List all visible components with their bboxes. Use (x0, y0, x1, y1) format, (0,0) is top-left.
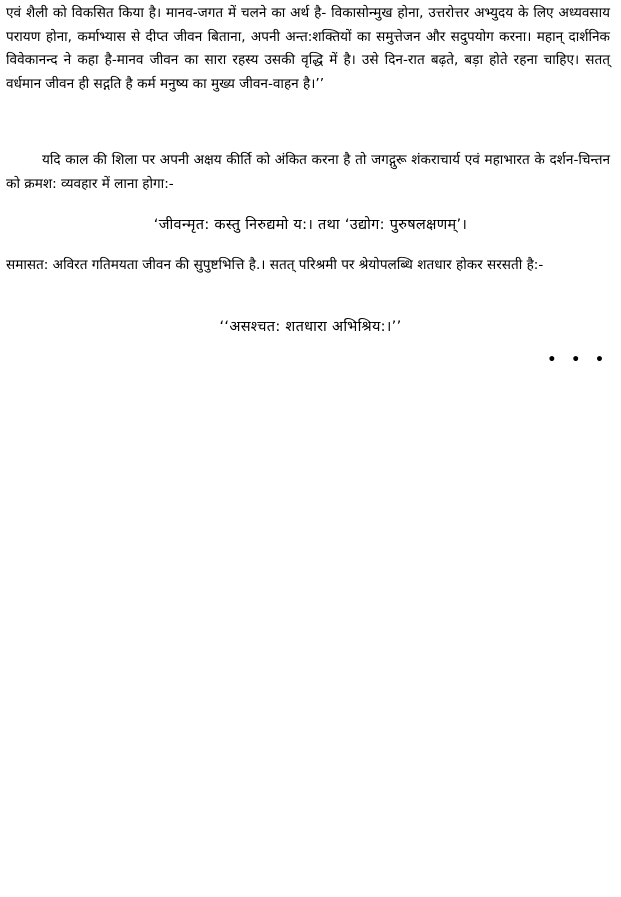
paragraph-shankaracharya: यदि काल की शिला पर अपनी अक्षय कीर्ति को अंकित करना है तो जगद्गुरू शंकराचार्य एवं महाभारत के दर्शन-चिन्तन को क्रमश: व्यवहार में लाना होगा:- (6, 152, 610, 192)
paragraph-vivekananda: एवं शैली को विकसित किया है। मानव-जगत में चलने का अर्थ है- विकासोन्मुख होना, उत्तरोत्तर अभ्युदय के लिए अध्यवसाय परायण होना, कर्माभ्यास से दीप्त जीवन बिताना, अपनी अन्त:शक्तियों का समुत्तेजन और सदुपयोग करना। महान् दार्शनिक विवेकानन्द ने कहा है-मानव जीवन का सारा रहस्य उसकी वृद्धि में है। उसे दिन-रात बढ़ते, बड़ा होते रहना चाहिए। सतत् वर्धमान जीवन ही सद्गति है कर्म मनुष्य का मुख्य जीवन-वाहन है।’’ (6, 5, 610, 92)
paragraph-samasatah: समासत: अविरत गतिमयता जीवन की सुपुष्टभित्ति है.। सतत् परिश्रमी पर श्रेयोपलब्धि शतधार होकर सरसती है:- (6, 257, 544, 273)
end-marker: • • • (547, 352, 609, 368)
quote-udyoga: ‘जीवन्मृत: कस्तु निरुद्यमो य:। तथा ‘उद्योग: पुरुषलक्षणम्’। (153, 217, 468, 233)
quote-shatadhara: ‘‘असश्चत: शतधारा अभिश्रिय:।’’ (219, 319, 402, 335)
